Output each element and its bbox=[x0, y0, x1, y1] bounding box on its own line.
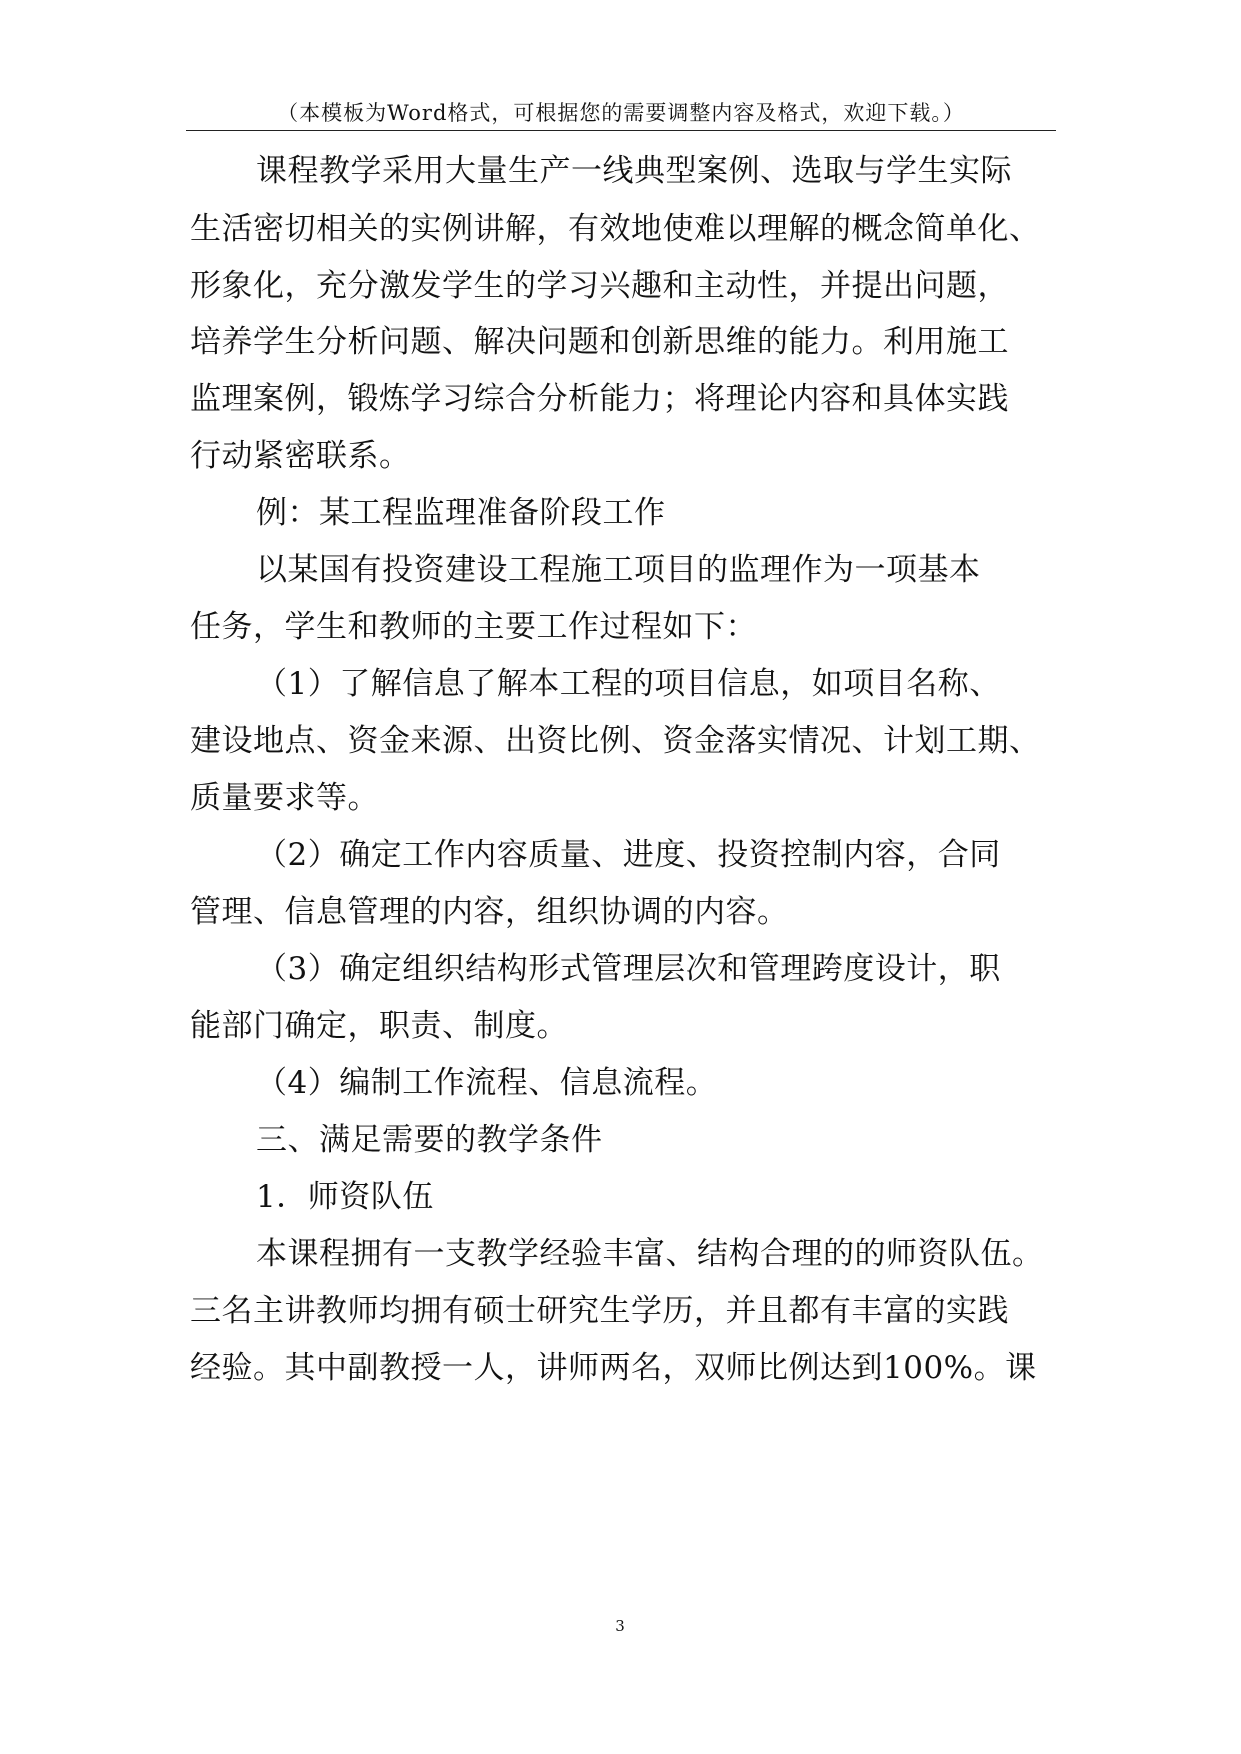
paragraph-line: 生活密切相关的实例讲解，有效地使难以理解的概念简单化、 bbox=[190, 211, 1041, 247]
paragraph-line: 监理案例，锻炼学习综合分析能力；将理论内容和具体实践 bbox=[190, 381, 1009, 417]
paragraph-line: （4）编制工作流程、信息流程。 bbox=[256, 1065, 718, 1101]
paragraph-line: 管理、信息管理的内容，组织协调的内容。 bbox=[190, 894, 789, 930]
paragraph-line: 培养学生分析问题、解决问题和创新思维的能力。利用施工 bbox=[190, 324, 1009, 360]
paragraph-line: （2）确定工作内容质量、进度、投资控制内容，合同 bbox=[256, 837, 1001, 873]
paragraph-line: 任务，学生和教师的主要工作过程如下： bbox=[190, 609, 757, 645]
paragraph-line: 行动紧密联系。 bbox=[190, 438, 411, 474]
paragraph-line: 能部门确定，职责、制度。 bbox=[190, 1008, 568, 1044]
subsection-heading: 1．师资队伍 bbox=[256, 1179, 434, 1215]
paragraph-line: 三名主讲教师均拥有硕士研究生学历，并且都有丰富的实践 bbox=[190, 1293, 1009, 1329]
paragraph-line: 本课程拥有一支教学经验丰富、结构合理的的师资队伍。 bbox=[256, 1236, 1044, 1272]
paragraph-line: 建设地点、资金来源、出资比例、资金落实情况、计划工期、 bbox=[190, 723, 1041, 759]
paragraph-line: 例：某工程监理准备阶段工作 bbox=[256, 495, 666, 531]
section-heading: 三、满足需要的教学条件 bbox=[256, 1122, 603, 1158]
paragraph-line: 以某国有投资建设工程施工项目的监理作为一项基本 bbox=[256, 552, 981, 588]
paragraph-line: 课程教学采用大量生产一线典型案例、选取与学生实际 bbox=[256, 153, 1012, 189]
template-notice: （本模板为Word格式，可根据您的需要调整内容及格式，欢迎下载。） bbox=[277, 101, 965, 125]
paragraph-line: 质量要求等。 bbox=[190, 780, 379, 816]
paragraph-line: 形象化，充分激发学生的学习兴趣和主动性，并提出问题， bbox=[190, 268, 1009, 304]
page-number: 3 bbox=[615, 1617, 625, 1635]
paragraph-line: （3）确定组织结构形式管理层次和管理跨度设计，职 bbox=[256, 951, 1001, 987]
paragraph-line: 经验。其中副教授一人，讲师两名，双师比例达到100%。课 bbox=[190, 1350, 1037, 1386]
paragraph-line: （1）了解信息了解本工程的项目信息，如项目名称、 bbox=[256, 666, 1001, 702]
header-divider bbox=[186, 130, 1056, 131]
